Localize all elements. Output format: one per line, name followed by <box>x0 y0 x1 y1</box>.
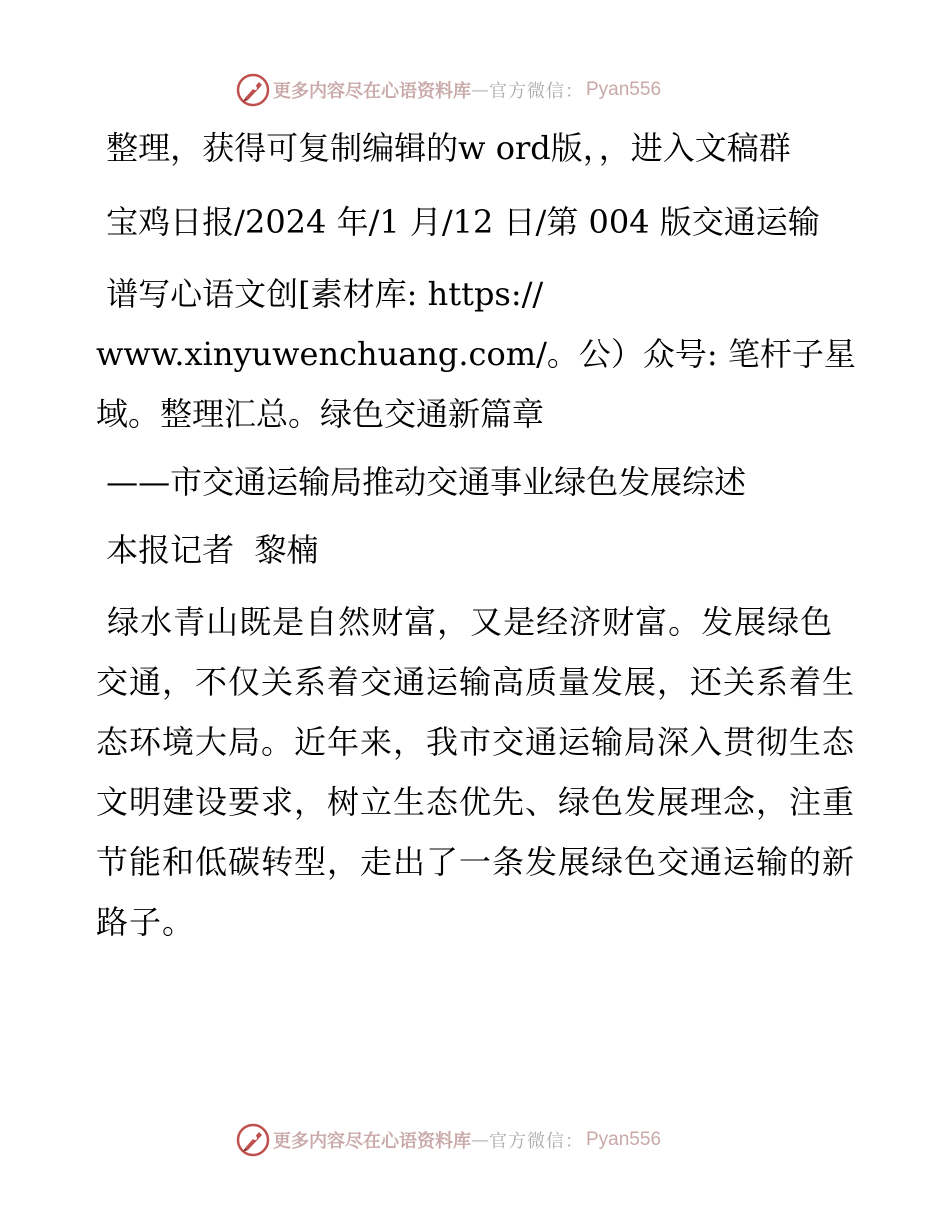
paragraph-intro: 整理，获得可复制编辑的w ord版，，进入文稿群 <box>96 129 791 167</box>
pen-logo-icon <box>236 73 270 107</box>
header-watermark <box>236 73 661 107</box>
watermark-dash: — <box>471 1129 489 1151</box>
paragraph-source: 宝鸡日报/2024 年/1 月/12 日/第 004 版交通运输 <box>96 203 820 241</box>
document-body <box>96 118 856 952</box>
watermark-title: 更多内容尽在心语资料库 <box>273 1131 471 1152</box>
watermark-official: 官方微信： <box>489 1131 584 1152</box>
footer-watermark <box>236 1123 661 1157</box>
watermark-dash: — <box>471 79 489 101</box>
pen-logo-icon <box>236 1123 270 1157</box>
paragraph-byline: 本报记者 黎楠 <box>96 531 319 569</box>
paragraph-title: 谱写心语文创[素材库: https:// www.xinyuwenchuang.com/。公）众号: 笔杆子星域。整理汇总。绿色交通新篇章 <box>96 275 856 433</box>
watermark-wechat-id: Pyan556 <box>586 79 662 100</box>
watermark-wechat-id: Pyan556 <box>586 1129 662 1150</box>
watermark-title: 更多内容尽在心语资料库 <box>273 81 471 102</box>
paragraph-body: 绿水青山既是自然财富，又是经济财富。发展绿色交通，不仅关系着交通运输高质量发展，还关系着生态环境大局。近年来，我市交通运输局深入贯彻生态文明建设要求，树立生态优先、绿色发展理念，注重节能和低碳转型，走出了一条发展绿色交通运输的新路子。 <box>96 603 856 941</box>
watermark-official: 官方微信： <box>489 81 584 102</box>
paragraph-subtitle: ——市交通运输局推动交通事业绿色发展综述 <box>96 463 747 501</box>
